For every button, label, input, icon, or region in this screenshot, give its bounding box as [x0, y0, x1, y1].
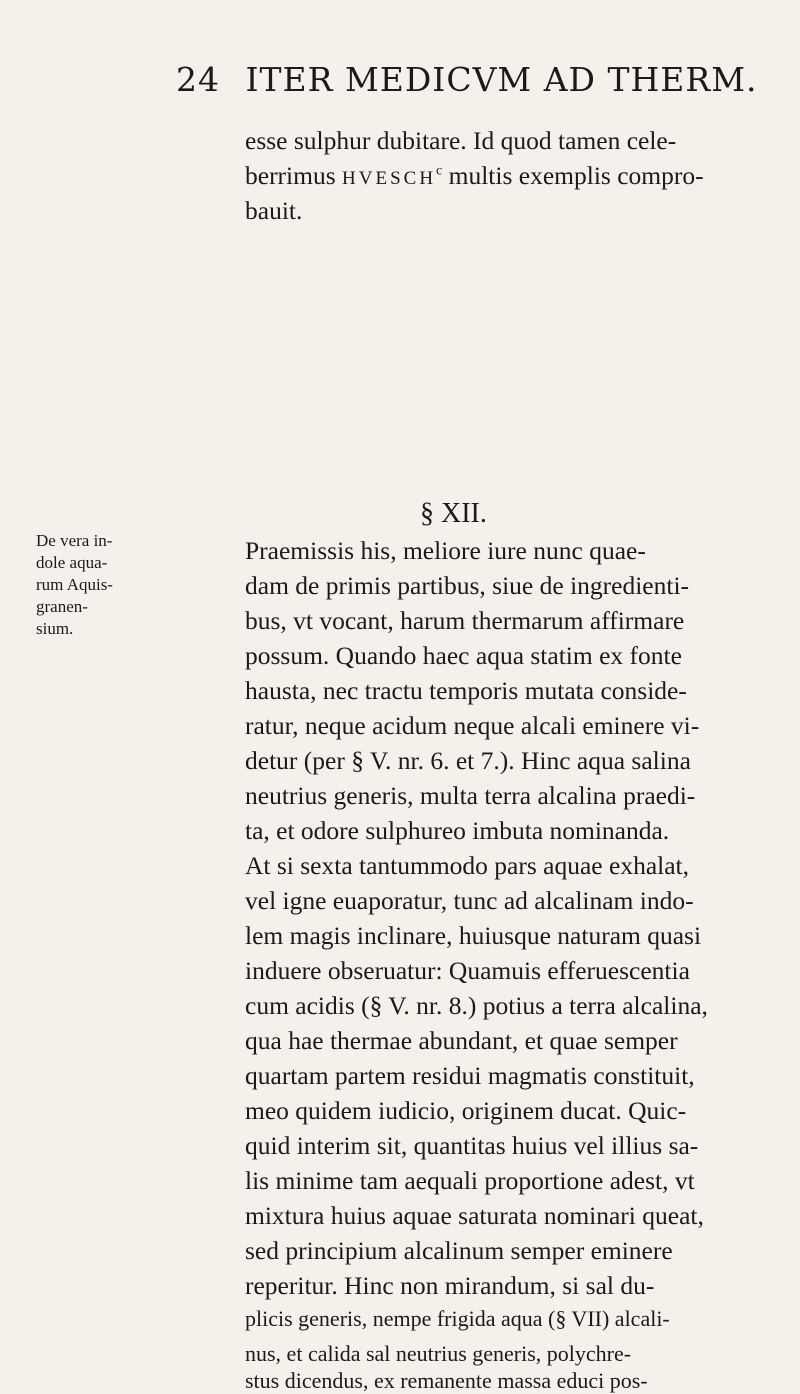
margin-note-line: dole aqua- — [36, 553, 108, 572]
margin-note-line: De vera in- — [36, 531, 113, 550]
margin-note — [36, 530, 132, 640]
margin-note-line: granen- — [36, 597, 88, 616]
body-line: possum. Quando haec aqua statim ex fonte — [245, 641, 682, 670]
margin-note-line: sium. — [36, 619, 74, 638]
body-line: plicis generis, nempe frigida aqua (§ VII) alcali- — [245, 1306, 670, 1331]
body-line: induere obseruatur: Quamuis efferuescentia — [245, 956, 690, 985]
body-line: detur (per § V. nr. 6. et 7.). Hinc aqua salina — [245, 746, 691, 775]
margin-note-line: rum Aquis- — [36, 575, 113, 594]
body-line: meo quidem iudicio, originem ducat. Quic- — [245, 1096, 687, 1125]
intro-line-2 — [245, 161, 704, 191]
body-line: qua hae thermae abundant, et quae semper — [245, 1026, 678, 1055]
body-line: neutrius generis, multa terra alcalina praedi- — [245, 781, 696, 810]
body-line: vel igne euaporatur, tunc ad alcalinam indo- — [245, 886, 694, 915]
continued-text-clip — [245, 1368, 745, 1393]
body-line: bus, vt vocant, harum thermarum affirmare — [245, 606, 685, 635]
body-line: lis minime tam aequali proportione adest, vt — [245, 1166, 695, 1195]
intro-line-3: bauit. — [245, 196, 303, 225]
body-line: ratur, neque acidum neque alcali eminere vi- — [245, 711, 700, 740]
intro-line-2-start: berrimus — [245, 161, 336, 190]
body-line: ta, et odore sulphureo imbuta nominanda. — [245, 816, 670, 845]
running-header — [176, 60, 776, 99]
body-line: Praemissis his, meliore iure nunc quae- — [245, 536, 646, 565]
footnote-marker: c — [436, 163, 443, 179]
page-number: 24 — [176, 60, 220, 99]
body-line: mixtura huius aquae saturata nominari queat, — [245, 1201, 704, 1230]
body-line: nus, et calida sal neutrius generis, polychre- — [245, 1341, 632, 1366]
body-line: quartam partem residui magmatis constituit, — [245, 1061, 695, 1090]
body-line: lem magis inclinare, huiusque naturam quasi — [245, 921, 702, 950]
section-heading: § XII. — [420, 498, 487, 529]
body-line: At si sexta tantummodo pars aquae exhalat, — [245, 851, 689, 880]
body-line: stus dicendus, ex remanente massa educi pos- — [245, 1368, 648, 1393]
body-line: sed principium alcalinum semper eminere — [245, 1236, 673, 1265]
author-name: HVESCH — [342, 168, 437, 189]
body-line: reperitur. Hinc non mirandum, si sal du- — [245, 1271, 655, 1300]
intro-line-1: esse sulphur dubitare. Id quod tamen cele- — [245, 126, 677, 155]
body-line: quid interim sit, quantitas huius vel illius sa- — [245, 1131, 699, 1160]
body-line: dam de primis partibus, siue de ingredienti- — [245, 571, 690, 600]
intro-line-2-end: multis exemplis compro- — [448, 161, 704, 190]
body-line: hausta, nec tractu temporis mutata conside- — [245, 676, 687, 705]
body-line: cum acidis (§ V. nr. 8.) potius a terra alcalina, — [245, 991, 708, 1020]
running-title: ITER MEDICVM AD THERM. — [245, 60, 758, 99]
